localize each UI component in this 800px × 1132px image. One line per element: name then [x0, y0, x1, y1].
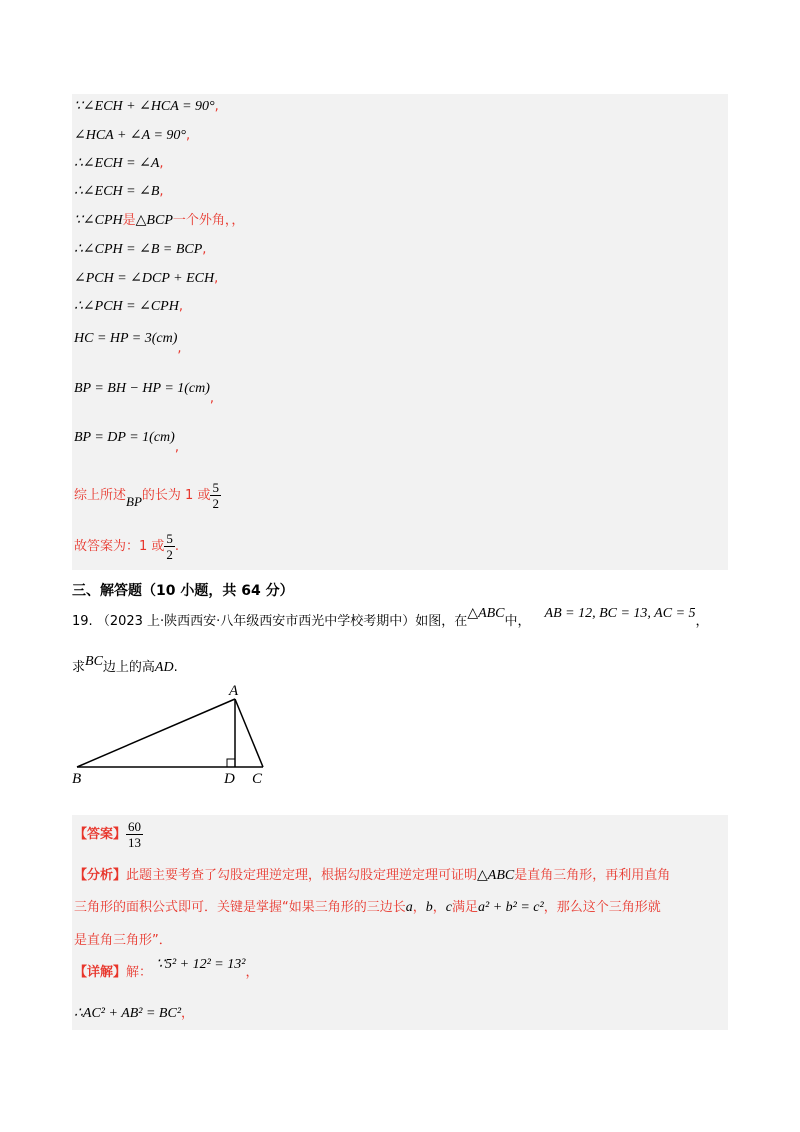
punctuation: , [202, 242, 207, 257]
punctuation: ， [412, 900, 426, 915]
math-expression: ∴∠CPH = ∠B = BCP [74, 242, 203, 257]
analysis-line-2 [74, 899, 661, 917]
vertex-label-b: B [72, 771, 82, 787]
math-expression: a² + b² = c² [478, 900, 544, 915]
summary-text: 综上所述 [74, 488, 127, 503]
analysis-line-3 [74, 932, 172, 950]
right-angle-mark [227, 759, 235, 767]
analysis-line-1 [74, 867, 670, 885]
punctuation: , [214, 99, 219, 114]
vertex-label-c: C [252, 771, 263, 787]
analysis-text: 此题主要考查了勾股定理逆定理，根据勾股定理逆定理可证明 [126, 868, 478, 883]
punctuation: ， [181, 1006, 195, 1021]
solution-block-previous [72, 94, 728, 570]
solution-line [74, 212, 244, 230]
analysis-text: 是直角三角形，再利用直角 [514, 868, 671, 883]
punctuation: ， [432, 900, 446, 915]
math-expression: ∠HCA + ∠A = 90° [74, 128, 186, 143]
solution-line [74, 298, 183, 316]
punctuation: , [209, 391, 215, 406]
punctuation: ， [245, 965, 259, 980]
solution-block [72, 815, 728, 1030]
summary-text: 的长为 1 或 [141, 488, 211, 503]
answer-line [74, 819, 143, 850]
punctuation: ， [695, 614, 709, 629]
analysis-text: 是直角三角形”． [74, 933, 172, 948]
fraction [164, 531, 175, 562]
solution-line [74, 330, 182, 356]
math-expression: ∠PCH = ∠DCP + ECH [74, 271, 215, 286]
math-expression: ∵∠ECH + ∠HCA = 90° [74, 99, 215, 114]
punctuation: , [159, 156, 164, 171]
math-expression: ∵∠CPH [74, 213, 123, 228]
question-text: 中， [504, 614, 531, 629]
math-expression: ∵5² + 12² = 13² [156, 957, 246, 972]
detail-line [74, 1005, 194, 1023]
math-expression: HC = HP = 3(cm) [74, 331, 178, 346]
text: 一个外角，， [172, 213, 245, 228]
punctuation: , [214, 271, 219, 286]
solution-line [74, 127, 190, 145]
math-expression: BP = DP = 1(cm) [74, 430, 175, 445]
fraction [210, 480, 221, 511]
detail-line [74, 957, 259, 982]
punctuation: , [178, 299, 183, 314]
punctuation: , [186, 128, 191, 143]
punctuation: , [177, 341, 182, 356]
section-heading: 三、解答题（10 小题，共 64 分） [72, 583, 294, 599]
math-variable: b [425, 900, 433, 915]
solution-line [74, 270, 218, 288]
question-text: 求 [72, 660, 86, 675]
analysis-text: 三角形的面积公式即可．关键是掌握“如果三角形的三边长 [74, 900, 406, 915]
punctuation: . [174, 539, 180, 554]
numerator: 5 [166, 531, 173, 546]
detail-label: 【详解】 [74, 965, 127, 980]
answer-line [74, 531, 179, 562]
side-ac [235, 699, 263, 767]
vertex-label-a: A [229, 683, 239, 699]
solution-line [74, 241, 206, 259]
math-expression: AB = 12, BC = 13, AC = 5 [544, 606, 696, 621]
numerator: 60 [128, 819, 142, 834]
question-source: （2023 上·陕西西安·八年级西安市西光中学校考期中）如图，在 [96, 614, 468, 629]
math-expression: ∴∠ECH = ∠A [74, 156, 160, 171]
detail-text: 解： [126, 965, 153, 980]
solution-line [74, 98, 219, 116]
math-expression: △BCP [135, 213, 173, 228]
math-expression: △ABC [467, 606, 505, 621]
analysis-label: 【分析】 [74, 868, 127, 883]
fraction [126, 819, 143, 850]
solution-line [74, 155, 164, 173]
math-variable: a [405, 900, 413, 915]
punctuation: , [174, 440, 179, 455]
punctuation: , [159, 184, 164, 199]
math-expression: △ABC [477, 868, 515, 883]
denominator: 13 [128, 835, 142, 850]
triangle-figure [60, 678, 280, 788]
vertex-label-d: D [224, 771, 235, 787]
answer-text: 故答案为：1 或 [74, 539, 165, 554]
solution-line [74, 380, 215, 406]
text: 是 [122, 213, 136, 228]
math-variable: BC [85, 654, 103, 669]
denominator: 2 [166, 547, 173, 562]
side-ab [77, 699, 235, 767]
question-number: 19. [72, 614, 93, 629]
math-variable: BP [126, 494, 142, 509]
analysis-text: 满足 [452, 900, 479, 915]
math-expression: BP = BH − HP = 1(cm) [74, 381, 210, 396]
math-variable: c [445, 900, 452, 915]
math-variable: AD [154, 660, 174, 675]
summary-line [74, 480, 221, 511]
math-expression: ∴∠ECH = ∠B [74, 184, 160, 199]
question-line-2 [72, 656, 178, 676]
question-text: 边上的高 [102, 660, 155, 675]
solution-line [74, 183, 164, 201]
math-expression: ∴AC² + AB² = BC² [74, 1006, 182, 1021]
punctuation: . [173, 660, 178, 675]
analysis-text: ，那么这个三角形就 [543, 900, 661, 915]
math-expression: ∴∠PCH = ∠CPH [74, 299, 179, 314]
solution-line [74, 429, 179, 455]
denominator: 2 [212, 496, 219, 511]
numerator: 5 [212, 480, 219, 495]
answer-label: 【答案】 [74, 827, 127, 842]
question-line-1 [72, 606, 709, 630]
